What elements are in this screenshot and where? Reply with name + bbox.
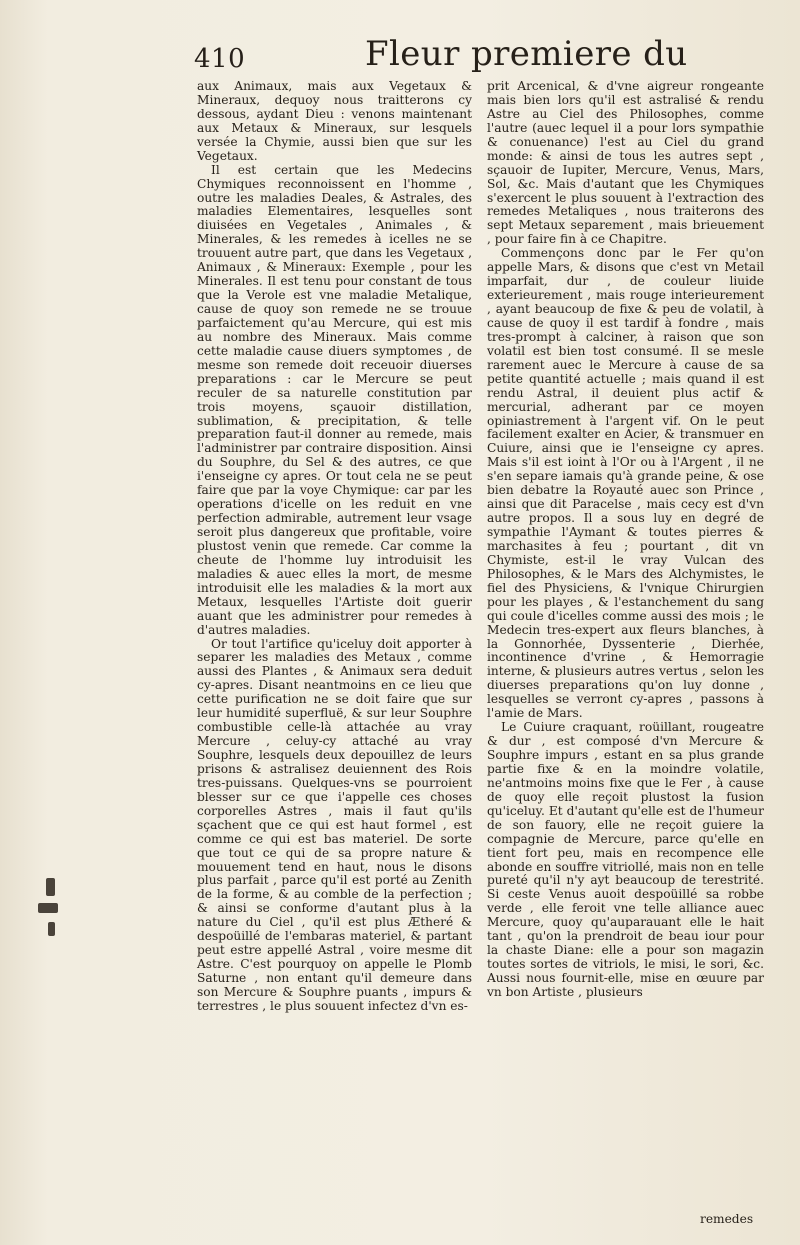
left-paragraph-2: Il est certain que les Medecins Chymiques reconnoissent en l'homme , outre les maladies Deales, & Astrales, des maladies Elementaires, lesquelles sont diuisées en Vegetales , Animales , & Minerales, & les remedes à icelles ne se trouuent autre part, que dans les Vegetaux , Animaux , & Mineraux: Exemple , pour les Minerales. Il est tenu pour constant de tous que la Verole est vne maladie Metalique, cause de quoy son remede ne se trouue parfaictement qu'au Mercure, qui est mis au nombre des Mineraux. Mais comme cette maladie cause diuers symptomes , de mesme son remede doit receuoir diuerses preparations : car le Mercure se peut reculer de sa naturelle constitution par trois moyens, sçauoir distillation, sublimation, & precipitation, & telle preparation faut-il donner au remede, mais l'administrer par contraire disposition. Ainsi du Souphre, du Sel & des autres, ce que i'enseigne cy apres. Or tout cela ne se peut faire que par la voye Chymique: car par les operations d'icelle on les reduit en vne perfection admirable, autrement leur vsage seroit plus dangereux que profitable, voire plustost venin que remede. Car comme la cheute de l'homme luy introduisit les maladies & auec elles la mort, de mesme introduisit elle les maladies & la mort aux Metaux, lesquelles l'Artiste doit guerir auant que les administrer pour remedes à d'autres maladies. <box>197 162 472 637</box>
left-paragraph-3: Or tout l'artifice qu'iceluy doit apporter à separer les maladies des Metaux , comme aussi des Plantes , & Animaux sera deduit cy-apres. Disant neantmoins en ce lieu que cette purification ne se doit faire que sur leur humidité superfluë, & sur leur Souphre combustible celle-là attachée au vray Mercure , celuy-cy attaché au vray Souphre, lesquels deux depouillez de leurs prisons & astralisez deuiennent des Rois tres-puissans. Quelques-vns se pourroient blesser sur ce que i'appelle ces choses corporelles Astres , mais il faut qu'ils sçachent que ce qui est haut formel , est comme ce qui est bas materiel. De sorte que tout ce qui de sa propre nature & mouuement tend en haut, nous le disons plus parfait , parce qu'il est porté au Zenith de la forme, & au comble de la perfection ; & ainsi se conforme d'autant plus à la nature du Ciel , qu'il est plus Ætheré & despoüillé de l'embaras materiel, & partant peut estre appellé Astral , voire mesme dit Astre. C'est pourquoy on appelle le Plomb Saturne , non entant qu'il demeure dans son Mercure & Souphre puants , impurs & terrestres , le plus souuent infectez d'vn es- <box>197 636 472 1013</box>
right-paragraph-2: Commençons donc par le Fer qu'on appelle Mars, & disons que c'est vn Metail imparfait, dur , de couleur liuide exterieurement , mais rouge interieurement , ayant beaucoup de fixe & peu de volatil, à cause de quoy il est tardif à fondre , mais tres-prompt à calciner, à raison que son volatil est bien tost consumé. Il se mesle rarement auec le Mercure à cause de sa petite quantité actuelle ; mais quand il est rendu Astral, il deuient plus actif & mercurial, adherant par ce moyen opiniastrement à l'argent vif. On le peut facilement exalter en Acier, & transmuer en Cuiure, ainsi que ie l'enseigne cy apres. Mais s'il est ioint à l'Or ou à l'Argent , il ne s'en separe iamais qu'à grande peine, & ose bien debatre la Royauté auec son Prince , ainsi que dit Paracelse , mais cecy est d'vn autre propos. Il a sous luy en degré de sympathie l'Aymant & toutes pierres & marchasites à feu ; pourtant , dit vn Chymiste, est-il le vray Vulcan des Philosophes, & le Mars des Alchymistes, le fiel des Physiciens, & l'vnique Chirurgien pour les playes , & l'estanchement du sang qui coule d'icelles comme aussi des mois ; le Medecin tres-expert aux fleurs blanches, à la Gonnorhée, Dyssenterie , Dierhée, incontinence d'vrine , & Hemorragie interne, & plusieurs autres vertus , selon les diuerses preparations qu'on luy donne , lesquelles se verront cy-apres , passons à l'amie de Mars. <box>487 246 764 721</box>
running-title: Fleur premiere du <box>365 34 688 74</box>
right-paragraph-1: prit Arcenical, & d'vne aigreur rongeante mais bien lors qu'il est astralisé & rendu Astre au Ciel des Philosophes, comme l'autre (auec lequel il a pour lors sympathie & conuenance) l'est au Ciel du grand monde: & ainsi de tous les autres sept , sçauoir de Iupiter, Mercure, Venus, Mars, Sol, &c. Mais d'autant que les Chymiques s'exercent le plus souuent à l'extraction des remedes Metaliques , nous traiterons des sept Metaux separement , mais brieuement , pour faire fin à ce Chapitre. <box>487 79 764 247</box>
right-paragraph-3: Le Cuiure craquant, roüillant, rougeatre & dur , est composé d'vn Mercure & Souphre impurs , estant en sa plus grande partie fixe & en la moindre volatile, ne'antmoins moins fixe que le Fer , à cause de quoy elle reçoit plustost la fusion qu'iceluy. Et d'autant qu'elle est de l'humeur de son fauory, elle ne reçoit guiere la compagnie de Mercure, parce qu'elle en tient fort peu, mais en recompence elle abonde en souffre vitriollé, mais non en telle pureté qu'il n'y ayt beaucoup de terestrité. Si ceste Venus auoit despoüillé sa robbe verde , elle feroit vne telle alliance auec Mercure, quoy qu'auparauant elle le hait tant , qu'on la prendroit de beau iour pour la chaste Diane: elle a pour son magazin toutes sortes de vitriols, le misi, le sori, &c. Aussi nous fournit-elle, mise en œuure par vn bon Artiste , plusieurs <box>487 720 764 999</box>
page-number: 410 <box>194 44 246 74</box>
margin-ink-mark <box>38 903 58 913</box>
left-paragraph-1: aux Animaux, mais aux Vegetaux & Mineraux, dequoy nous traitterons cy dessous, aydant Dieu : venons maintenant aux Metaux & Mineraux, sur lesquels versée la Chymie, aussi bien que sur les Vegetaux. <box>197 79 472 163</box>
left-column <box>197 80 472 1014</box>
margin-ink-mark <box>46 878 55 896</box>
right-column <box>487 80 764 1000</box>
catchword: remedes <box>700 1212 754 1226</box>
margin-ink-mark <box>48 922 55 936</box>
